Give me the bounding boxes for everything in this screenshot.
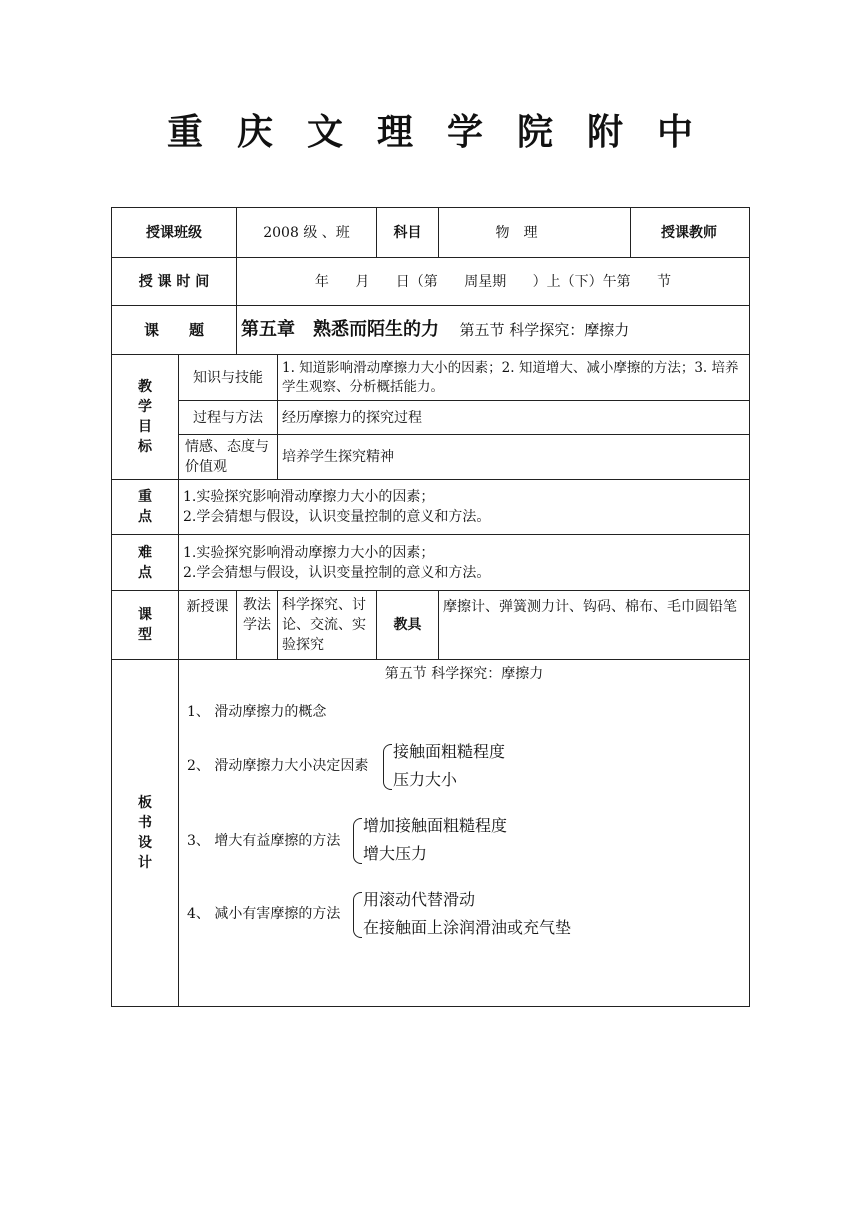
board-title: 第五节 科学探究：摩擦力 [384,666,544,682]
time-value [237,258,750,306]
board-content [179,660,750,1007]
board-item-4: 4、 减小有害摩擦的方法 [187,906,341,922]
goal-row-emotion [112,435,750,480]
key-points-content [179,480,750,535]
class-label: 授课班级 [112,208,237,258]
header-row [112,208,750,258]
lesson-type-label: 课 型 [112,591,179,660]
board-item-4-opt-2: 在接触面上涂润滑油或充气垫 [363,918,572,937]
brace-icon [383,744,392,790]
goal-knowledge-content: 1. 知道影响滑动摩擦力大小的因素；2. 知道增大、减小摩擦的方法；3. 培养学生观察、分析概括能力。 [278,355,750,401]
goal-row-knowledge [112,355,750,401]
goals-label: 教 学 目 标 [112,355,179,480]
topic-label: 课 题 [112,306,237,355]
brace-icon [353,892,362,938]
tools-value: 摩擦计、弹簧测力计、钩码、棉布、毛巾圆铅笔 [439,591,750,660]
board-item-2: 2、 滑动摩擦力大小决定因素 [187,758,369,774]
page-title: 重庆文理学院附中 [166,111,727,153]
subject-label: 科目 [377,208,439,258]
method-value: 科学探究、讨论、交流、实验探究 [278,591,377,660]
topic-chapter: 第五章 熟悉而陌生的力 [241,318,439,340]
lesson-type-row [112,591,750,660]
time-period: 节 [657,273,672,290]
brace-icon [353,818,362,864]
method-label: 教法学法 [237,591,278,660]
board-item-2-opt-2: 压力大小 [393,770,458,789]
board-item-3-opt-1: 增加接触面粗糙程度 [363,816,508,835]
difficulties-content [179,535,750,591]
board-item-3: 3、 增大有益摩擦的方法 [187,833,341,849]
class-value: 2008 级 、班 [237,208,377,258]
topic-section: 第五节 科学探究：摩擦力 [459,320,630,339]
time-noon: ）上（下）午第 [532,273,631,290]
goal-row-process [112,401,750,435]
goal-knowledge-name: 知识与技能 [179,355,278,401]
time-week: 周星期 [464,273,507,290]
lesson-plan-table [111,207,750,1007]
subject-value: 物 理 [439,208,631,258]
key-points-label: 重 点 [112,480,179,535]
difficulty-2: 2.学会猜想与假设，认识变量控制的意义和方法。 [183,564,491,581]
goal-process-content: 经历摩擦力的探究过程 [278,401,750,435]
topic-value [237,306,750,355]
tools-label: 教具 [377,591,439,660]
difficulties-row [112,535,750,591]
key-point-1: 1.实验探究影响滑动摩擦力大小的因素； [183,489,435,505]
teacher-label: 授课教师 [631,208,750,258]
time-year: 年 [314,273,329,290]
time-row [112,258,750,306]
goal-process-name: 过程与方法 [179,401,278,435]
board-item-1: 1、 滑动摩擦力的概念 [187,704,327,720]
time-label: 授 课 时 间 [112,258,237,306]
board-item-4-opt-1: 用滚动代替滑动 [363,890,476,909]
lesson-type-value: 新授课 [179,591,237,660]
topic-row [112,306,750,355]
difficulty-1: 1.实验探究影响滑动摩擦力大小的因素； [183,544,435,561]
key-points-row [112,480,750,535]
board-item-3-opt-2: 增大压力 [363,844,428,863]
time-month: 月 [355,273,370,290]
difficulties-label: 难 点 [112,535,179,591]
goal-emotion-name: 情感、态度与价值观 [179,435,278,480]
goal-emotion-content: 培养学生探究精神 [278,435,750,480]
board-row [112,660,750,1007]
time-day: 日（第 [395,273,438,290]
board-label: 板 书 设 计 [112,660,179,1007]
board-item-2-opt-1: 接触面粗糙程度 [393,742,506,761]
key-point-2: 2.学会猜想与假设，认识变量控制的意义和方法。 [183,509,491,525]
